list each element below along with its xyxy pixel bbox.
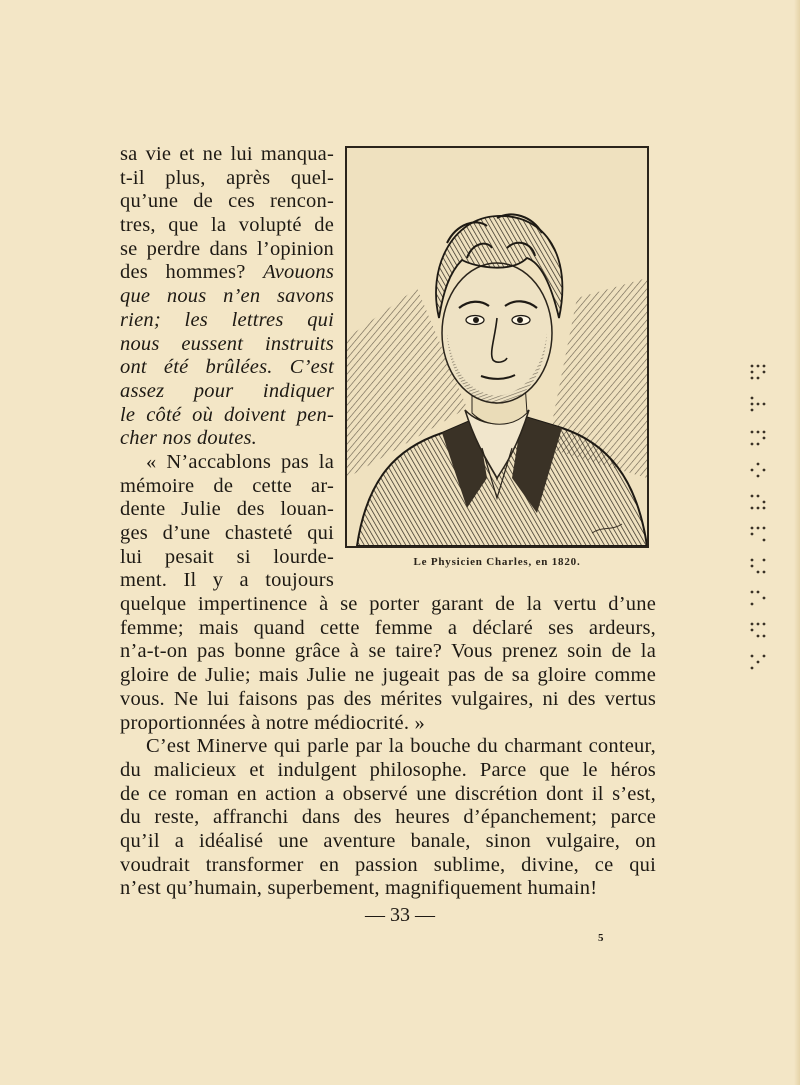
quote-line: mémoire de cette ar- [120, 474, 334, 497]
portrait-caption: Le Physicien Charles, en 1820. [413, 556, 581, 568]
portrait-illustration [347, 148, 647, 546]
italic-line: cher nos doutes. [120, 427, 258, 450]
paragraph-line: C’est Minerve qui parle par la bouche du charmant conteur, [146, 735, 656, 758]
paragraph-line: de ce roman en action a observé une discrétion dont il s’est, [120, 782, 656, 805]
text-line: t-il plus, après quel- [120, 166, 334, 189]
text-line: tres, que la volupté de [120, 214, 334, 237]
quote-line: ges d’une chasteté qui [120, 522, 334, 544]
quote-line: « N’accablons pas la [146, 450, 334, 473]
quote-line: lui pesait si lourde- [120, 545, 334, 568]
quote-line: gloire de Julie; mais Julie ne jugeait pas de sa gloire comme [120, 664, 656, 687]
signature-mark: 5 [598, 932, 604, 944]
text-line: sa vie et ne lui manqua- [120, 143, 334, 165]
text-line: qu’une de ces rencon- [120, 190, 334, 213]
paragraph-line: voudrait transformer en passion sublime, divine, ce qui [120, 853, 656, 876]
quote-line: vous. Ne lui faisons pas des mérites vulgaires, ni des vertus [120, 687, 656, 710]
quote-line: femme; mais quand cette femme a déclaré ses ardeurs, [120, 616, 656, 639]
italic-line: le côté où doivent pen- [120, 403, 334, 426]
page-number: — 33 — [365, 904, 435, 926]
italic-line: nous eussent instruits [120, 332, 334, 355]
braille-dots-decoration [748, 360, 788, 670]
quote-line: dente Julie des louan- [120, 498, 334, 521]
italic-line: que nous n’en savons [120, 285, 334, 308]
quote-line: proportionnées à notre médiocrité. » [120, 711, 425, 734]
italic-line: ont été brûlées. C’est [120, 356, 334, 379]
quote-line: n’a-t-on pas bonne grâce à se taire? Vous prenez soin de la [120, 640, 656, 663]
portrait-engraving [345, 146, 649, 548]
quote-line: ment. Il y a toujours [120, 569, 334, 592]
text-line: se perdre dans l’opinion [120, 237, 334, 260]
text-line-mixed [120, 261, 334, 285]
paragraph-line: qu’il a idéalisé une aventure banale, sinon vulgaire, on [120, 829, 656, 852]
paragraph-line: du malicieux et indulgent philosophe. Parce que le héros [120, 758, 656, 781]
paragraph-line: n’est qu’humain, superbement, magnifiquement humain! [120, 877, 598, 900]
italic-line: assez pour indiquer [120, 379, 334, 402]
quote-line: quelque impertinence à se porter garant de la vertu d’une [120, 593, 656, 616]
paragraph-line: du reste, affranchi dans des heures d’épanchement; parce [120, 806, 656, 829]
roman-fragment: des hommes? [120, 261, 264, 284]
italic-fragment: Avouons [263, 261, 334, 284]
italic-line: rien; les lettres qui [120, 308, 334, 331]
